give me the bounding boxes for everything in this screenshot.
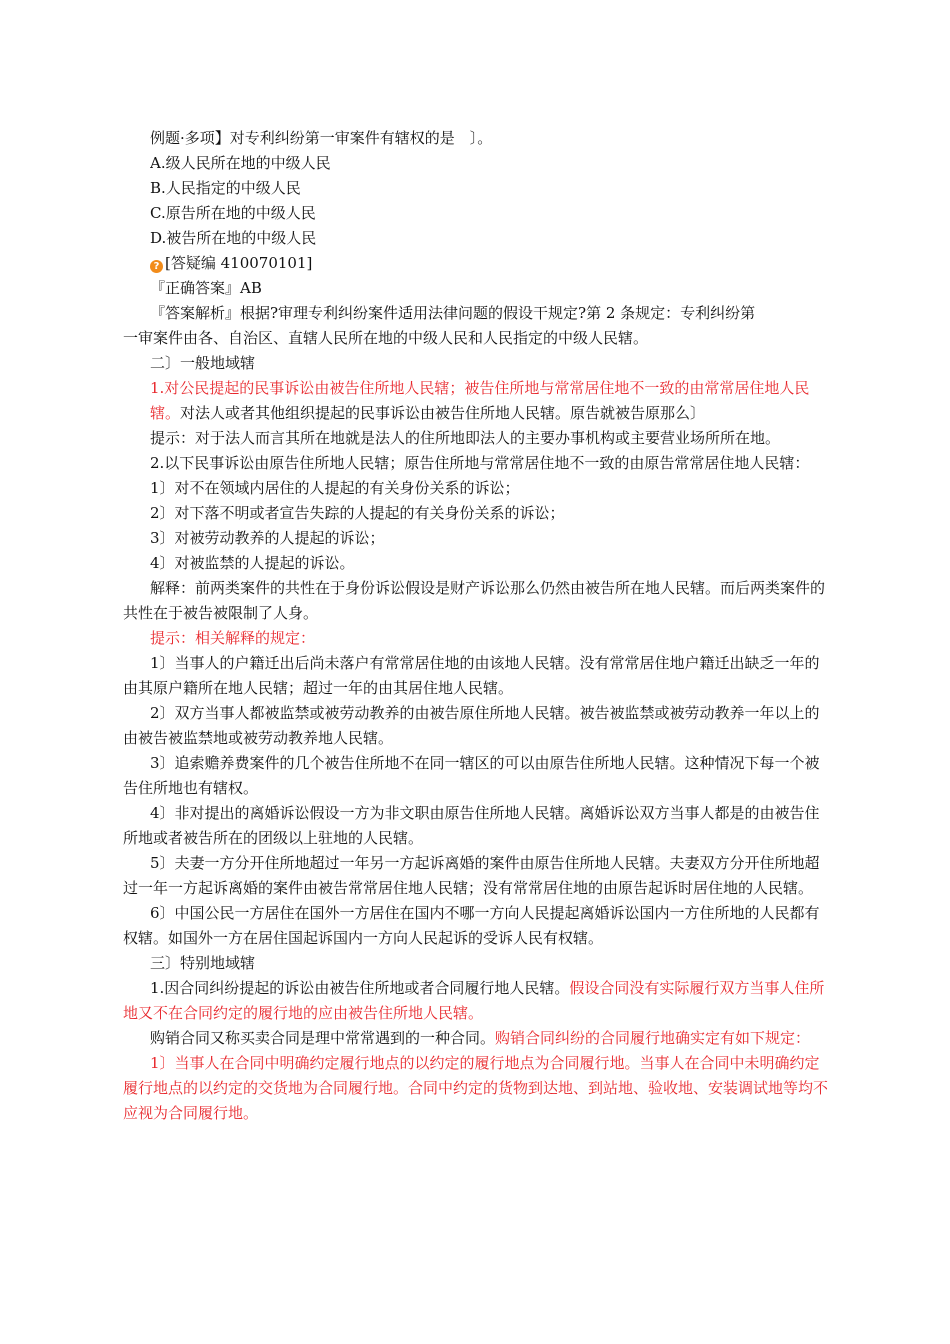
analysis-line-1: 『答案解析』根据?审理专利纠纷案件适用法律问题的假设干规定?第 2 条规定：专利纠纷第 xyxy=(150,304,756,322)
section3-p2-red: 购销合同纠纷的合同履行地确实定有如下规定： xyxy=(495,1029,811,1047)
correct-answer: 『正确答案』AB xyxy=(150,279,262,297)
option-d: D.被告所在地的中级人民 xyxy=(150,229,317,247)
section3-p3: 1〕当事人在合同中明确约定履行地点的以约定的履行地点为合同履行地。当事人在合同中未明确约定履行地点的以约定的交货地为合同履行地。合同中约定的货物到达地、到站地、验收地、安装调试地等均不应视为合同履行地。 xyxy=(123,1054,829,1122)
section2-rule: 3〕追索赡养费案件的几个被告住所地不在同一辖区的可以由原告住所地人民辖。这种情况下每一个被告住所地也有辖权。 xyxy=(123,754,820,797)
section2-rule: 4〕非对提出的离婚诉讼假设一方为非文职由原告住所地人民辖。离婚诉讼双方当事人都是的由被告住所地或者被告所在的团级以上驻地的人民辖。 xyxy=(123,804,820,847)
section3-p2 xyxy=(123,1026,830,1051)
section2-explain: 解释：前两类案件的共性在于身份诉讼假设是财产诉讼那么仍然由被告所在地人民辖。而后两类案件的共性在于被告被限制了人身。 xyxy=(123,579,826,622)
section2-p1-black: 对法人或者其他组织提起的民事诉讼由被告住所地人民辖。原告就被告原那么〕 xyxy=(180,404,706,422)
question-title: 例题·多项】对专利纠纷第一审案件有辖权的是 〕。 xyxy=(150,129,493,147)
document-body xyxy=(123,126,830,1126)
option-c: C.原告所在地的中级人民 xyxy=(150,204,316,222)
section3-p1-black: 1.因合同纠纷提起的诉讼由被告住所地或者合同履行地人民辖。 xyxy=(150,979,570,997)
section3-p1 xyxy=(123,976,830,1026)
analysis-line-2: 一审案件由各、自治区、直辖人民所在地的中级人民和人民指定的中级人民辖。 xyxy=(123,329,649,347)
section2-p1-red: 1.对公民提起的民事诉讼由被告住所地人民辖；被告住所地与常常居住地不一致的由常常居住地人民辖。 xyxy=(150,379,810,422)
section2-item: 3〕对被劳动教养的人提起的诉讼； xyxy=(150,529,385,547)
section2-rule: 5〕夫妻一方分开住所地超过一年另一方起诉离婚的案件由原告住所地人民辖。夫妻双方分开住所地超过一年一方起诉离婚的案件由被告常常居住地人民辖；没有常常居住地的由原告起诉时居住地的人民辖。 xyxy=(123,854,820,897)
section2-rule: 1〕当事人的户籍迁出后尚未落户有常常居住地的由该地人民辖。没有常常居住地户籍迁出缺乏一年的由其原户籍所在地人民辖；超过一年的由其居住地人民辖。 xyxy=(123,654,820,697)
section2-tip1: 提示：对于法人而言其所在地就是法人的住所地即法人的主要办事机构或主要营业场所所在地。 xyxy=(150,429,781,447)
section3-p2-black: 购销合同又称买卖合同是理中常常遇到的一种合同。 xyxy=(150,1029,496,1047)
section2-tip2: 提示：相关解释的规定： xyxy=(150,629,316,647)
section2-item: 1〕对不在领域内居住的人提起的有关身份关系的诉讼； xyxy=(150,479,520,497)
section2-rule: 2〕双方当事人都被监禁或被劳动教养的由被告原住所地人民辖。被告被监禁或被劳动教养一年以上的由被告被监禁地或被劳动教养地人民辖。 xyxy=(123,704,820,747)
question-circle-icon[interactable]: ? xyxy=(150,260,163,273)
section3-heading: 三〕特别地域辖 xyxy=(150,954,256,972)
section2-p2: 2.以下民事诉讼由原告住所地人民辖；原告住所地与常常居住地不一致的由原告常常居住地人民辖： xyxy=(150,454,810,472)
answer-code[interactable]: [答疑编 410070101] xyxy=(165,254,313,272)
section2-rule: 6〕中国公民一方居住在国外一方居住在国内不哪一方向人民提起离婚诉讼国内一方住所地的人民都有权辖。如国外一方在居住国起诉国内一方向人民起诉的受诉人民有权辖。 xyxy=(123,904,820,947)
answer-code-row xyxy=(150,251,830,276)
section3-p1-red: 假设合同没有实际履行双方当事人住所地又不在合同约定的履行地的应由被告住所地人民辖。 xyxy=(123,979,825,1022)
section2-p1 xyxy=(123,376,830,426)
section2-item: 4〕对被监禁的人提起的诉讼。 xyxy=(150,554,355,572)
option-b: B.人民指定的中级人民 xyxy=(150,179,301,197)
section2-item: 2〕对下落不明或者宣告失踪的人提起的有关身份关系的诉讼； xyxy=(150,504,565,522)
option-a: A.级人民所在地的中级人民 xyxy=(150,154,331,172)
section2-heading: 二〕一般地域辖 xyxy=(150,354,256,372)
